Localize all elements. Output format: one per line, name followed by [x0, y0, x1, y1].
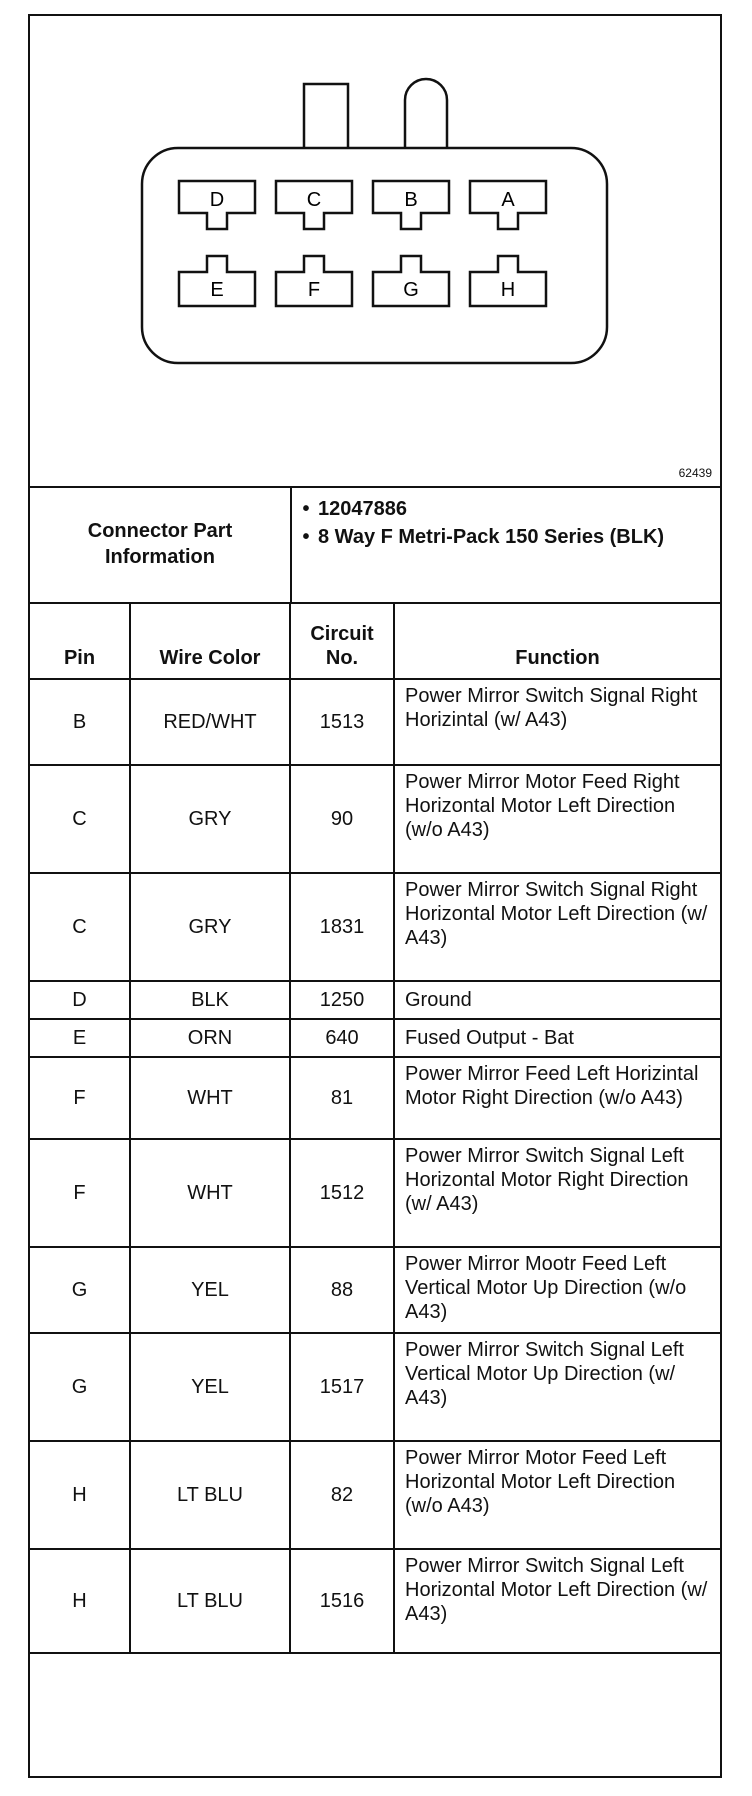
wire-color-cell: RED/WHT: [130, 679, 290, 765]
table-row: [30, 1057, 720, 1139]
part-number: 12047886: [318, 498, 407, 520]
function-cell: Power Mirror Mootr Feed Left Vertical Motor Up Direction (w/o A43): [394, 1247, 720, 1333]
table-row: [30, 981, 720, 1019]
pin-cell: G: [30, 1333, 130, 1441]
connector-info-item: [294, 496, 714, 522]
pin-label-g: G: [403, 279, 419, 301]
circuit-cell: 88: [290, 1247, 394, 1333]
connector-sheet: [28, 14, 722, 1778]
circuit-cell: 1512: [290, 1139, 394, 1247]
header-wire-color: Wire Color: [130, 602, 290, 679]
circuit-cell: 1831: [290, 873, 394, 981]
pin-cell: H: [30, 1549, 130, 1653]
latch-tab-square: [304, 84, 348, 148]
function-cell: Power Mirror Switch Signal Left Vertical Motor Up Direction (w/ A43): [394, 1333, 720, 1441]
pin-cell: G: [30, 1247, 130, 1333]
wire-color-cell: WHT: [130, 1057, 290, 1139]
pin-cell: F: [30, 1139, 130, 1247]
connector-diagram: [30, 16, 720, 488]
connector-info-item: [294, 524, 714, 550]
table-row: [30, 1333, 720, 1441]
pin-cell: H: [30, 1441, 130, 1549]
bullet-icon: •: [302, 526, 310, 548]
pin-label-c: C: [306, 189, 322, 211]
pin-label-e: E: [210, 279, 224, 301]
table-row: [30, 765, 720, 873]
function-cell: Fused Output - Bat: [394, 1019, 720, 1057]
pin-label-a: A: [501, 189, 515, 211]
table-row: [30, 1019, 720, 1057]
table-row: [30, 1549, 720, 1653]
pin-cell: E: [30, 1019, 130, 1057]
header-function: Function: [394, 602, 720, 679]
pin-label-f: F: [307, 279, 321, 301]
circuit-cell: 82: [290, 1441, 394, 1549]
table-header-row: [30, 602, 720, 679]
figure-number: 62439: [678, 466, 712, 480]
circuit-cell: 1516: [290, 1549, 394, 1653]
circuit-cell: 90: [290, 765, 394, 873]
function-cell: Power Mirror Motor Feed Right Horizontal Motor Left Direction (w/o A43): [394, 765, 720, 873]
function-cell: Power Mirror Motor Feed Left Horizontal Motor Left Direction (w/o A43): [394, 1441, 720, 1549]
wire-color-cell: YEL: [130, 1333, 290, 1441]
table-row: [30, 1441, 720, 1549]
table-row: [30, 679, 720, 765]
pin-cell: C: [30, 765, 130, 873]
connector-face-drawing: [30, 16, 720, 486]
connector-info-list: [294, 496, 714, 552]
circuit-cell: 1250: [290, 981, 394, 1019]
function-cell: Power Mirror Switch Signal Left Horizontal Motor Right Direction (w/ A43): [394, 1139, 720, 1247]
pin-cell: B: [30, 679, 130, 765]
wire-color-cell: BLK: [130, 981, 290, 1019]
wire-color-cell: YEL: [130, 1247, 290, 1333]
pin-cell: C: [30, 873, 130, 981]
table-row: [30, 1247, 720, 1333]
function-cell: Power Mirror Switch Signal Left Horizontal Motor Left Direction (w/ A43): [394, 1549, 720, 1653]
latch-tab-round: [405, 79, 447, 148]
function-cell: Power Mirror Feed Left Horizintal Motor Right Direction (w/o A43): [394, 1057, 720, 1139]
pin-table: [30, 602, 720, 1654]
circuit-cell: 1517: [290, 1333, 394, 1441]
wire-color-cell: GRY: [130, 765, 290, 873]
pin-cell: D: [30, 981, 130, 1019]
pin-label-h: H: [500, 279, 516, 301]
table-row: [30, 1139, 720, 1247]
circuit-cell: 640: [290, 1019, 394, 1057]
wire-color-cell: WHT: [130, 1139, 290, 1247]
connector-part-information: [30, 486, 720, 604]
circuit-cell: 1513: [290, 679, 394, 765]
pin-cell: F: [30, 1057, 130, 1139]
table-row: [30, 873, 720, 981]
function-cell: Power Mirror Switch Signal Right Horizontal Motor Left Direction (w/ A43): [394, 873, 720, 981]
pin-label-b: B: [404, 189, 418, 211]
bullet-icon: •: [302, 498, 310, 520]
function-cell: Ground: [394, 981, 720, 1019]
pin-label-d: D: [209, 189, 225, 211]
header-circuit-no: Circuit No.: [290, 602, 394, 679]
header-pin: Pin: [30, 602, 130, 679]
connector-info-label: Connector Part Information: [30, 486, 292, 602]
wire-color-cell: ORN: [130, 1019, 290, 1057]
wire-color-cell: LT BLU: [130, 1549, 290, 1653]
wire-color-cell: GRY: [130, 873, 290, 981]
function-cell: Power Mirror Switch Signal Right Horizintal (w/ A43): [394, 679, 720, 765]
circuit-cell: 81: [290, 1057, 394, 1139]
connector-description: 8 Way F Metri-Pack 150 Series (BLK): [318, 526, 665, 548]
wire-color-cell: LT BLU: [130, 1441, 290, 1549]
